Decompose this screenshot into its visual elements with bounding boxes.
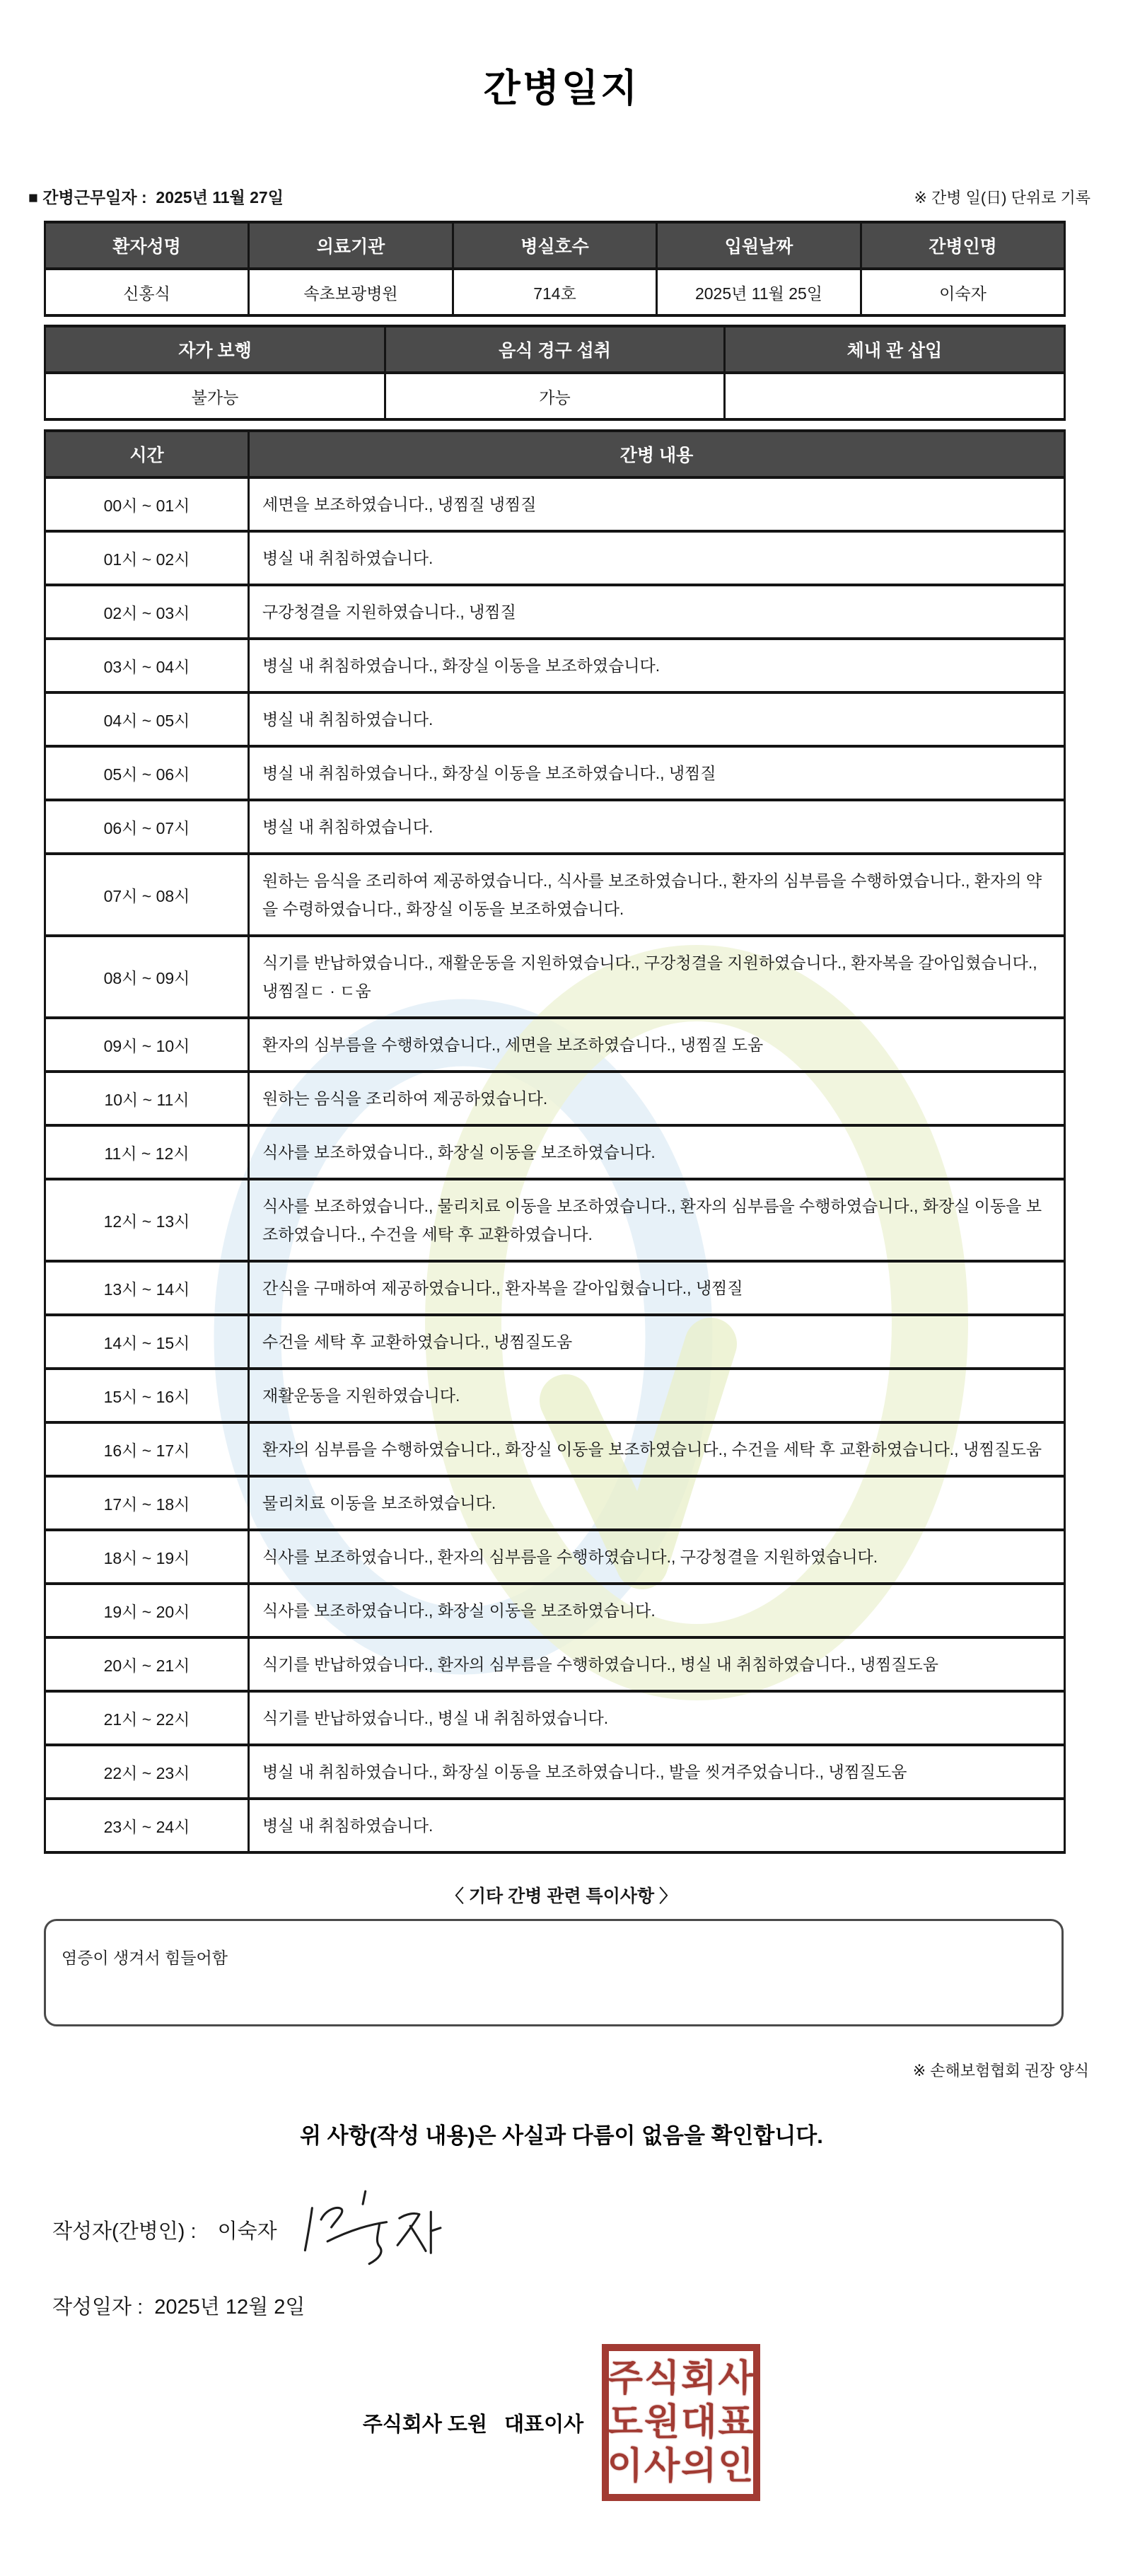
care-log-row [45,531,1065,585]
care-content: 병실 내 취침하였습니다. [249,692,1065,746]
time-range: 18시 ~ 19시 [45,1530,249,1584]
care-log-row [45,1125,1065,1179]
patient-status-value-row [45,373,1065,419]
patient-info-value-row [45,269,1065,315]
col-header-care-content: 간병 내용 [249,431,1065,477]
writer-name: 이숙자 [217,2220,277,2243]
patient-info-table [44,221,1066,317]
col-header-room-number: 병실호수 [453,222,657,269]
care-log-row [45,854,1065,936]
care-content: 병실 내 취침하였습니다. [249,1799,1065,1852]
admission-date-value: 2025년 11월 25일 [657,269,861,315]
time-range: 21시 ~ 22시 [45,1691,249,1745]
time-range: 11시 ~ 12시 [45,1125,249,1179]
col-header-medical-institution: 의료기관 [249,222,453,269]
care-work-date: ■ 간병근무일자 : 2025년 11월 27일 [28,188,284,207]
care-content: 식기를 반납하였습니다., 재활운동을 지원하였습니다., 구강청결을 지원하였습니다., 환자복을 갈아입혔습니다., 냉찜질ㄷ · ㄷ움 [249,936,1065,1018]
special-notes-box [44,1919,1064,2026]
care-log-table [44,429,1066,1854]
time-range: 09시 ~ 10시 [45,1018,249,1072]
care-content: 환자의 심부름을 수행하였습니다., 세면을 보조하였습니다., 냉찜질 도움 [249,1018,1065,1072]
care-log-row [45,1530,1065,1584]
time-range: 10시 ~ 11시 [45,1072,249,1125]
time-range: 14시 ~ 15시 [45,1315,249,1369]
care-log-row [45,1584,1065,1637]
self-walking-value: 불가능 [45,373,385,419]
care-content: 식사를 보조하였습니다., 환자의 심부름을 수행하였습니다., 구강청결을 지원하였습니다. [249,1530,1065,1584]
special-notes-content: 염증이 생겨서 힘들어함 [62,1949,228,1967]
col-header-oral-intake: 음식 경구 섭취 [385,326,725,373]
care-log-row [45,1745,1065,1799]
care-log-row [45,692,1065,746]
insurance-association-form-note: ※ 손해보험협회 권장 양식 [912,2062,1089,2079]
stamp-text-line: 도원대표 [607,2402,755,2443]
care-content: 구강청결을 지원하였습니다., 냉찜질 [249,585,1065,639]
care-content: 재활운동을 지원하였습니다. [249,1369,1065,1422]
page-title: 간병일지 [483,67,640,110]
care-content: 식기를 반납하였습니다., 병실 내 취침하였습니다. [249,1691,1065,1745]
meta-row [28,185,1090,208]
col-header-patient-name: 환자성명 [45,222,249,269]
care-content: 환자의 심부름을 수행하였습니다., 화장실 이동을 보조하였습니다., 수건을 세탁 후 교환하였습니다., 냉찜질도움 [249,1422,1065,1476]
care-log-row [45,585,1065,639]
time-range: 07시 ~ 08시 [45,854,249,936]
room-number-value: 714호 [453,269,657,315]
care-content: 간식을 구매하여 제공하였습니다., 환자복을 갈아입혔습니다., 냉찜질 [249,1261,1065,1315]
handwritten-signature [301,2185,446,2268]
stamp-text-line: 이사의인 [607,2446,755,2487]
time-range: 08시 ~ 09시 [45,936,249,1018]
care-content: 식기를 반납하였습니다., 환자의 심부름을 수행하였습니다., 병실 내 취침하였습니다., 냉찜질도움 [249,1637,1065,1691]
care-content: 식사를 보조하였습니다., 화장실 이동을 보조하였습니다. [249,1584,1065,1637]
col-header-time: 시간 [45,431,249,477]
care-log-row [45,1637,1065,1691]
col-header-admission-date: 입원날짜 [657,222,861,269]
care-log-header-row [45,431,1065,477]
time-range: 15시 ~ 16시 [45,1369,249,1422]
care-content: 병실 내 취침하였습니다., 화장실 이동을 보조하였습니다., 냉찜질 [249,746,1065,800]
care-log-row [45,1315,1065,1369]
care-content: 세면을 보조하였습니다., 냉찜질 냉찜질 [249,477,1065,531]
col-header-caregiver-name: 간병인명 [861,222,1065,269]
care-log-row [45,936,1065,1018]
care-log-row [45,1018,1065,1072]
patient-info-header-row [45,222,1065,269]
patient-status-header-row [45,326,1065,373]
time-range: 00시 ~ 01시 [45,477,249,531]
care-log-row [45,1422,1065,1476]
col-header-self-walking: 자가 보행 [45,326,385,373]
time-range: 20시 ~ 21시 [45,1637,249,1691]
care-log-row [45,639,1065,692]
time-range: 03시 ~ 04시 [45,639,249,692]
time-range: 01시 ~ 02시 [45,531,249,585]
corporate-seal-stamp [602,2344,760,2501]
time-range: 04시 ~ 05시 [45,692,249,746]
care-content: 식사를 보조하였습니다., 화장실 이동을 보조하였습니다. [249,1125,1065,1179]
care-content: 병실 내 취침하였습니다. [249,800,1065,854]
time-range: 13시 ~ 14시 [45,1261,249,1315]
care-content: 원하는 음식을 조리하여 제공하였습니다. [249,1072,1065,1125]
writer-label: 작성자(간병인) : [52,2220,202,2243]
care-content: 병실 내 취침하였습니다., 화장실 이동을 보조하였습니다. [249,639,1065,692]
care-content: 물리치료 이동을 보조하였습니다. [249,1476,1065,1530]
care-log-row [45,1261,1065,1315]
internal-tube-value [725,373,1065,419]
time-range: 17시 ~ 18시 [45,1476,249,1530]
care-content: 병실 내 취침하였습니다., 화장실 이동을 보조하였습니다., 발을 씻겨주었습니다., 냉찜질도움 [249,1745,1065,1799]
daily-record-note: ※ 간병 일(日) 단위로 기록 [914,189,1090,207]
writer-row [52,2188,1123,2271]
care-log-row [45,1179,1065,1261]
company-ceo-line: 주식회사 도원 대표이사 [362,2413,584,2436]
care-log-row [45,1691,1065,1745]
time-range: 02시 ~ 03시 [45,585,249,639]
special-notes-heading: 〈 기타 간병 관련 특이사항 〉 [446,1886,677,1906]
time-range: 22시 ~ 23시 [45,1745,249,1799]
time-range: 05시 ~ 06시 [45,746,249,800]
confirmation-statement: 위 사항(작성 내용)은 사실과 다름이 없음을 확인합니다. [300,2123,823,2148]
time-range: 06시 ~ 07시 [45,800,249,854]
care-content: 병실 내 취침하였습니다. [249,531,1065,585]
care-content: 식사를 보조하였습니다., 물리치료 이동을 보조하였습니다., 환자의 심부름을 수행하였습니다., 화장실 이동을 보조하였습니다., 수건을 세탁 후 교환하였습니다. [249,1179,1065,1261]
care-log-row [45,1476,1065,1530]
care-log-row [45,800,1065,854]
write-date: 작성일자 : 2025년 12월 2일 [52,2296,306,2319]
time-range: 19시 ~ 20시 [45,1584,249,1637]
time-range: 23시 ~ 24시 [45,1799,249,1852]
care-log-row [45,1072,1065,1125]
patient-status-table [44,325,1066,421]
stamp-text-line: 주식회사 [607,2358,755,2399]
care-log-row [45,477,1065,531]
care-log-row [45,1369,1065,1422]
care-log-row [45,1799,1065,1852]
patient-name-value: 신홍식 [45,269,249,315]
time-range: 16시 ~ 17시 [45,1422,249,1476]
company-row [0,2344,1123,2501]
oral-intake-value: 가능 [385,373,725,419]
col-header-internal-tube: 체내 관 삽입 [725,326,1065,373]
medical-institution-value: 속초보광병원 [249,269,453,315]
caregiver-name-value: 이숙자 [861,269,1065,315]
time-range: 12시 ~ 13시 [45,1179,249,1261]
care-content: 원하는 음식을 조리하여 제공하였습니다., 식사를 보조하였습니다., 환자의 심부름을 수행하였습니다., 환자의 약을 수령하였습니다., 화장실 이동을 보조하였습니다. [249,854,1065,936]
write-date-row [52,2291,1123,2320]
care-content: 수건을 세탁 후 교환하였습니다., 냉찜질도움 [249,1315,1065,1369]
care-log-row [45,746,1065,800]
